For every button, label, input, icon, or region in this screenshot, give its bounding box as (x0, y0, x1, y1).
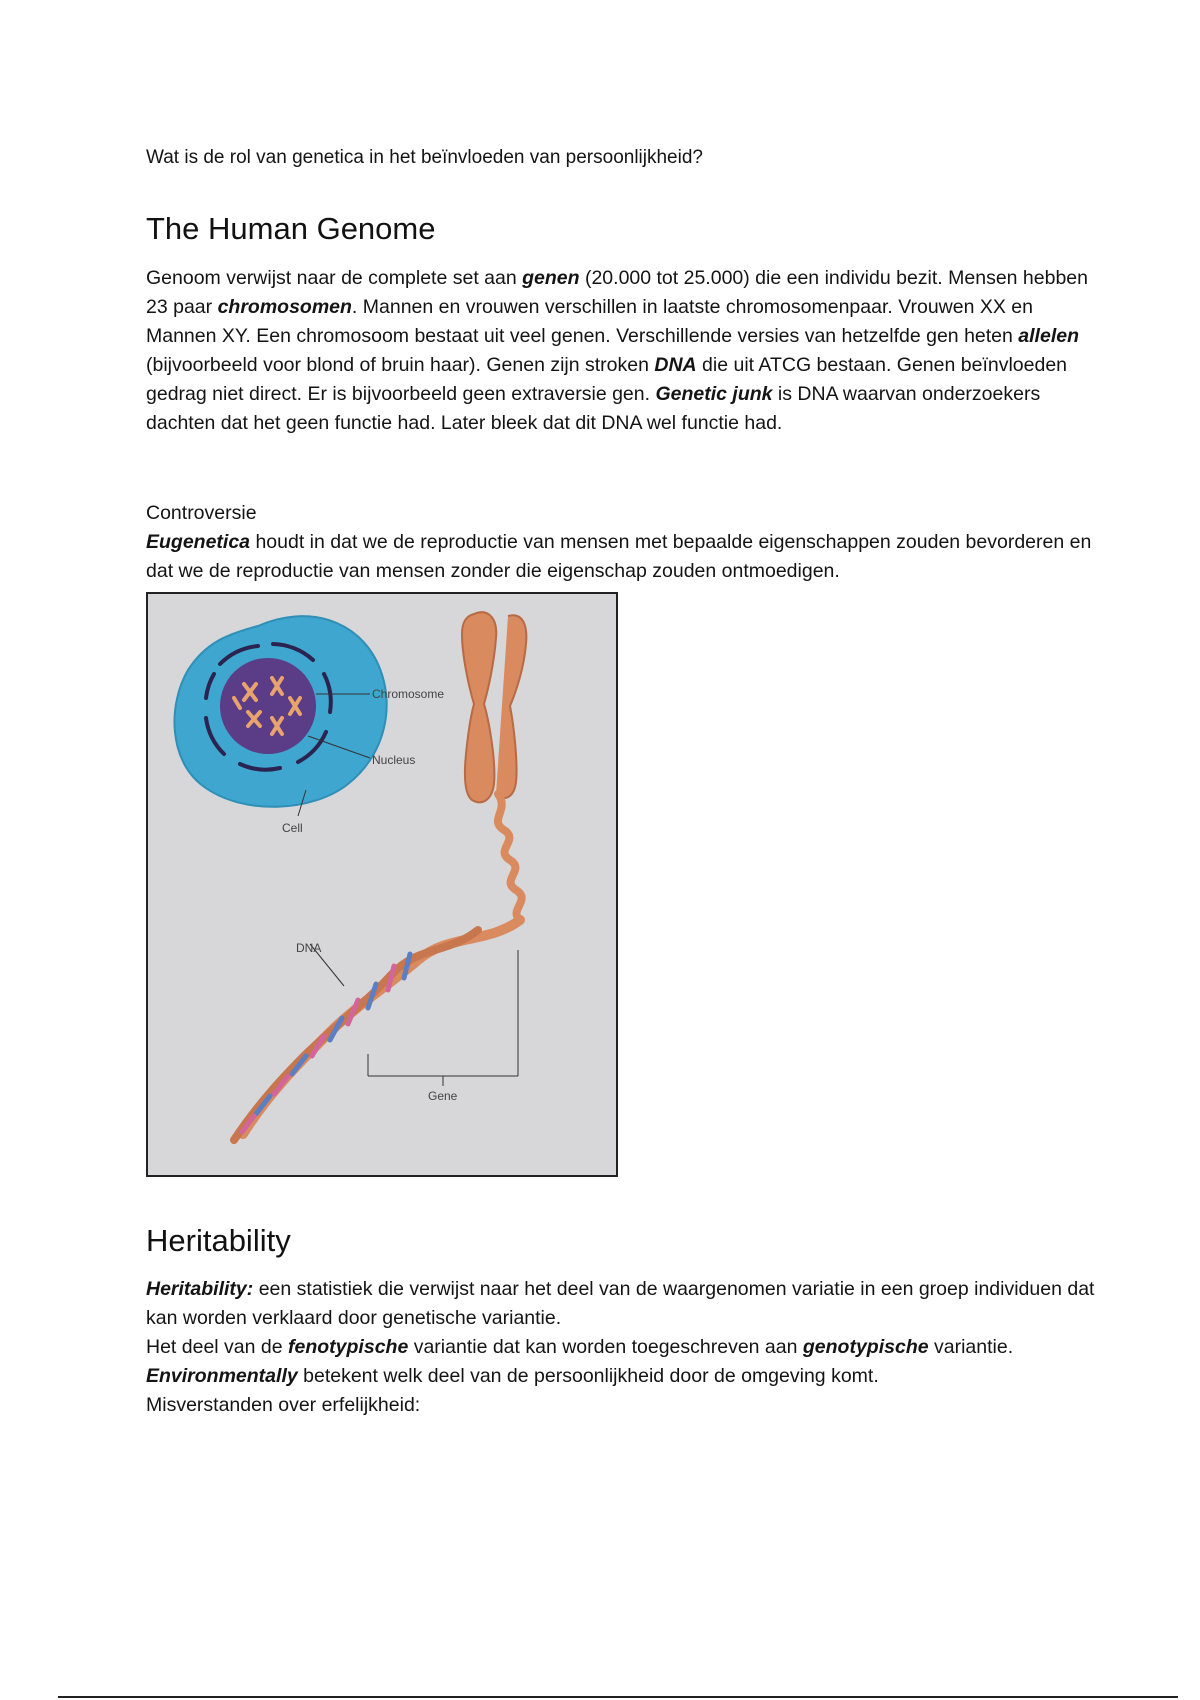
controversy-title: Controversie (146, 502, 257, 524)
text-run: (bijvoorbeeld voor blond of bruin haar). Genen zijn stroken (146, 354, 655, 376)
heritability-paragraph-2 (146, 1333, 1106, 1391)
label-cell: Cell (282, 821, 303, 835)
heritability-paragraph-3: Misverstanden over erfelijkheid: (146, 1394, 421, 1416)
text-run: variantie. (928, 1336, 1014, 1358)
term-chromosomen: chromosomen (217, 296, 352, 318)
term-genen: genen (522, 267, 580, 289)
term-environmentally: Environmentally (146, 1365, 298, 1387)
page-bottom-rule (58, 1696, 1178, 1698)
text-run: betekent welk deel van de persoonlijkheid door de omgeving komt. (297, 1365, 879, 1387)
label-nucleus: Nucleus (372, 753, 416, 767)
heading-heritability: Heritability (146, 1223, 291, 1258)
text-run: Het deel van de (146, 1336, 289, 1358)
controversy-paragraph (146, 528, 1106, 586)
text-run: Genoom verwijst naar de complete set aan (146, 267, 523, 289)
label-dna: DNA (296, 941, 322, 955)
text-run: . Mannen en vrouwen verschillen in laatste chromosomenpaar. Vrouwen XX en Mannen XY. Een chromosoom bestaat uit veel genen. Verschillende versies van hetzelfde gen heten (146, 296, 1033, 347)
text-run: is DNA waarvan onderzoekers dachten dat het geen functie had. Later bleek dat dit DNA wel functie had. (146, 383, 1041, 434)
text-run: houdt in dat we de reproductie van mensen met bepaalde eigenschappen zouden bevorderen en dat we de reproductie van mensen zonder die eigenschap zouden ontmoedigen. (146, 531, 1092, 582)
term-eugenetica: Eugenetica (146, 531, 251, 553)
heritability-paragraph-1 (146, 1275, 1106, 1333)
illustration-svg (148, 594, 616, 1175)
label-gene: Gene (428, 1089, 458, 1103)
text-run: (20.000 tot 25.000) die een individu bezit. Mensen hebben 23 paar (146, 267, 1088, 318)
text-run: een statistiek die verwijst naar het deel van de waargenomen variatie in een groep individuen dat kan worden verklaard door genetische variantie. (146, 1278, 1095, 1329)
term-heritability: Heritability: (146, 1278, 254, 1300)
term-dna: DNA (654, 354, 697, 376)
label-chromosome: Chromosome (372, 687, 445, 701)
heading-human-genome: The Human Genome (146, 211, 436, 246)
text-run: die uit ATCG bestaan. Genen beïnvloeden gedrag niet direct. Er is bijvoorbeeld geen extraversie gen. (146, 354, 1068, 405)
term-allelen: allelen (1018, 325, 1079, 347)
nucleus-shape (220, 658, 316, 754)
question-text: Wat is de rol van genetica in het beïnvloeden van persoonlijkheid? (146, 147, 703, 168)
term-genetic-junk: Genetic junk (655, 383, 773, 405)
genetics-illustration (146, 592, 618, 1177)
term-genotypische: genotypische (802, 1336, 929, 1358)
genome-paragraph (146, 264, 1106, 438)
text-run: variantie dat kan worden toegeschreven aan (408, 1336, 803, 1358)
term-fenotypische: fenotypische (288, 1336, 409, 1358)
